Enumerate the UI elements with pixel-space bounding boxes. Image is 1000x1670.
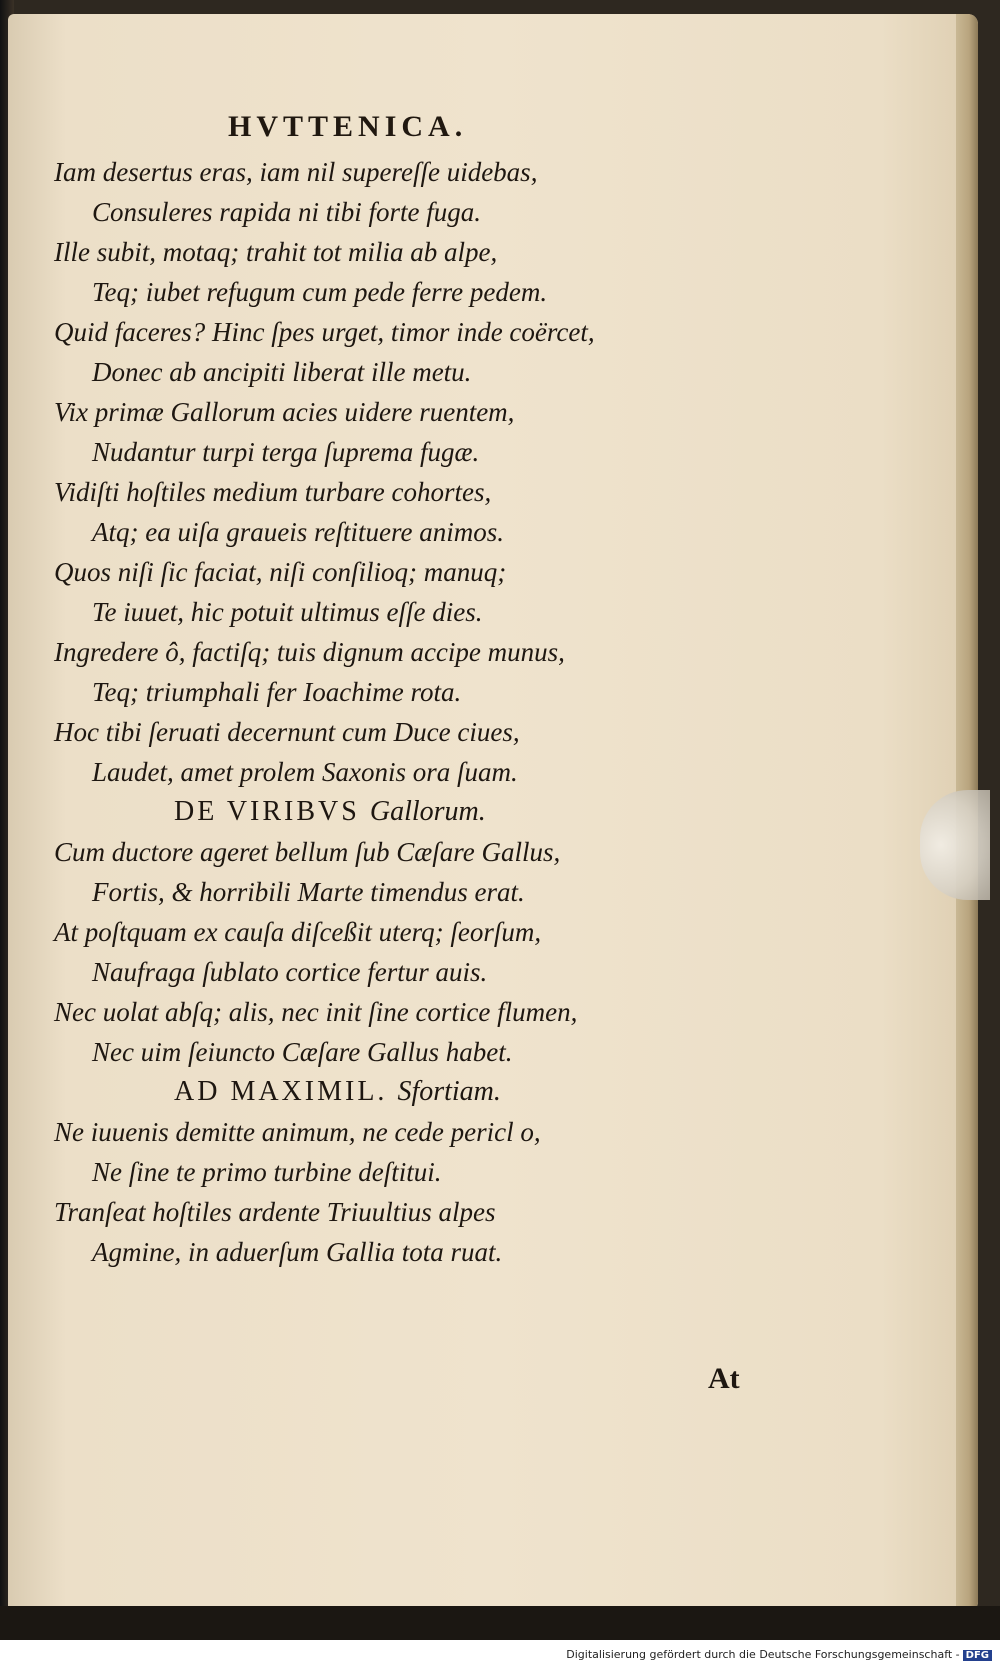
verse-line: Teq; iubet refugum cum pede ferre pedem. bbox=[92, 277, 548, 307]
verse-line: Tranſeat hoſtiles ardente Triuultius alpes bbox=[54, 1197, 496, 1227]
verse-line: Consuleres rapida ni tibi forte fuga. bbox=[92, 197, 482, 227]
verse-line: Iam desertus eras, iam nil supereſſe uidebas, bbox=[54, 157, 538, 187]
verse-line: Vidiſti hoſtiles medium turbare cohortes, bbox=[54, 477, 492, 507]
heading-sub: Sfortiam. bbox=[397, 1076, 501, 1107]
verse-line: Nec uolat abſq; alis, nec init ſine cortice flumen, bbox=[54, 997, 578, 1027]
verse-line: Laudet, amet prolem Saxonis ora ſuam. bbox=[92, 757, 518, 787]
verse-line: Nudantur turpi terga ſuprema fugæ. bbox=[92, 437, 480, 467]
verse-line: Nec uim ſeiuncto Cæſare Gallus habet. bbox=[92, 1037, 513, 1067]
verse-line: Vix primæ Gallorum acies uidere ruentem, bbox=[54, 397, 515, 427]
heading-sub: Gallorum. bbox=[369, 796, 486, 827]
scan-bottom-border bbox=[0, 1606, 1000, 1640]
verse-line: Fortis, & horribili Marte timendus erat. bbox=[92, 877, 525, 907]
verse-line: Naufraga ſublato cortice fertur auis. bbox=[92, 957, 488, 987]
book-page bbox=[8, 14, 978, 1612]
heading-main: DE VIRIBVS bbox=[174, 796, 360, 827]
verse-line: Agmine, in aduerſum Gallia tota ruat. bbox=[92, 1237, 503, 1267]
verse-line: Quos niſi ſic faciat, niſi conſilioq; manuq; bbox=[54, 557, 507, 587]
digitization-credit bbox=[566, 1648, 992, 1661]
verse-line: Quid faceres? Hinc ſpes urget, timor inde coërcet, bbox=[54, 317, 595, 347]
running-head: HVTTENICA. bbox=[228, 110, 468, 143]
verse-line: Donec ab ancipiti liberat ille metu. bbox=[92, 357, 472, 387]
heading-ad-maximil bbox=[174, 1072, 501, 1112]
verse-line: Hoc tibi ſeruati decernunt cum Duce ciues, bbox=[54, 717, 520, 747]
verse-line: Atq; ea uiſa graueis reſtituere animos. bbox=[92, 517, 504, 547]
verse-line: At poſtquam ex cauſa diſceßit uterq; ſeorſum, bbox=[54, 917, 542, 947]
verse-line: Ille subit, motaq; trahit tot milia ab alpe, bbox=[54, 237, 498, 267]
verse-line: Ingredere ô, factiſq; tuis dignum accipe munus, bbox=[54, 637, 565, 667]
heading-main: AD MAXIMIL. bbox=[174, 1076, 388, 1107]
heading-de-viribus bbox=[174, 792, 486, 832]
catchword: At bbox=[708, 1362, 740, 1395]
credit-text: Digitalisierung gefördert durch die Deutsche Forschungsgemeinschaft - bbox=[566, 1648, 960, 1661]
verse-line: Cum ductore ageret bellum ſub Cæſare Gallus, bbox=[54, 837, 561, 867]
dfg-logo: DFG bbox=[963, 1650, 992, 1661]
verse-line: Ne ſine te primo turbine deſtitui. bbox=[92, 1157, 442, 1187]
verse-line: Ne iuuenis demitte animum, ne cede pericl o, bbox=[54, 1117, 541, 1147]
verse-line: Te iuuet, hic potuit ultimus eſſe dies. bbox=[92, 597, 483, 627]
verse-line: Teq; triumphali fer Ioachime rota. bbox=[92, 677, 462, 707]
